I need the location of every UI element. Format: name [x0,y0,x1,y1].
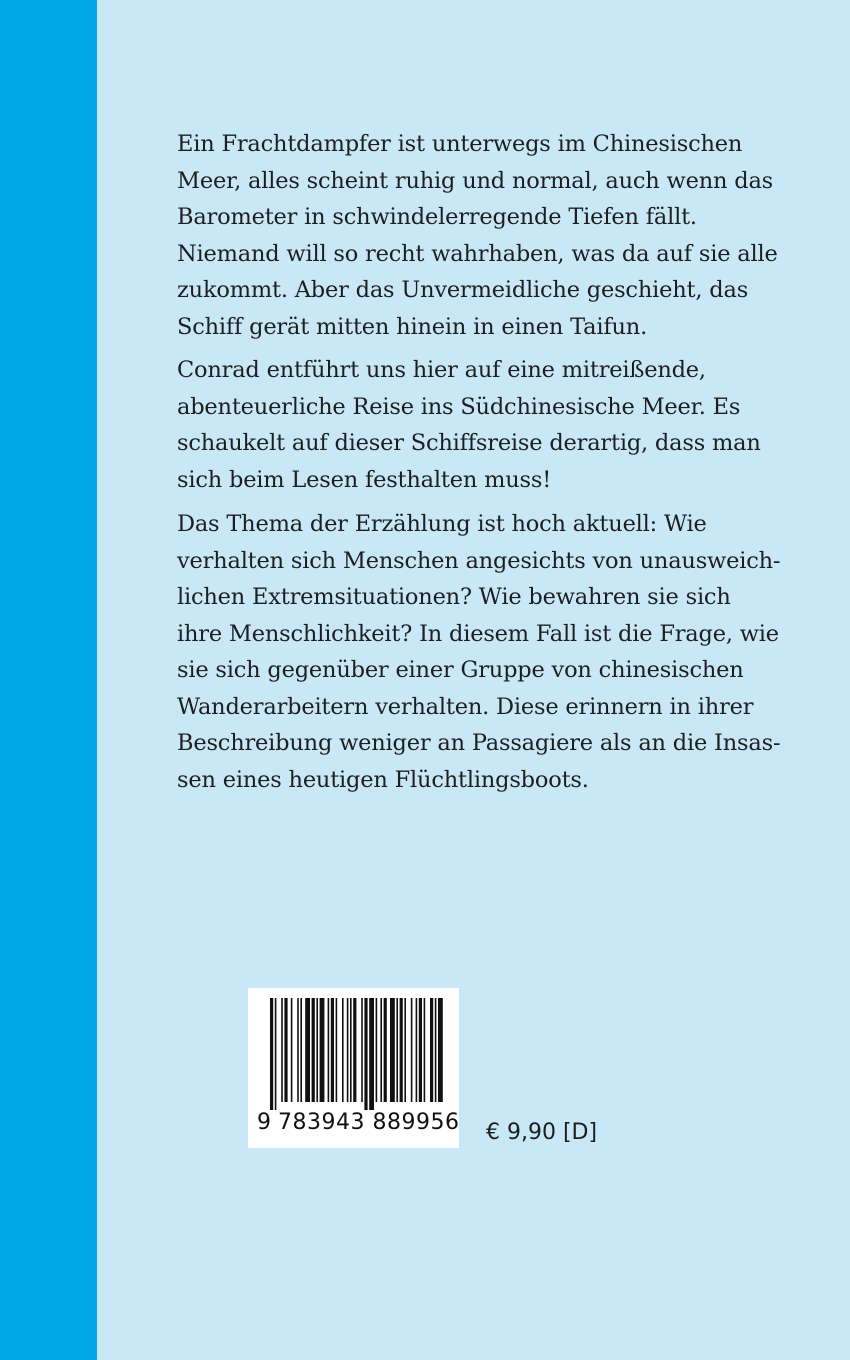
blurb-line: schaukelt auf dieser Schiffsreise derartig, dass man [177,430,761,456]
barcode-bar [316,998,318,1102]
barcode-bar [328,998,330,1102]
barcode-bar [380,998,382,1102]
barcode-bar [275,998,277,1110]
blurb-line: abenteuerliche Reise ins Südchinesische Meer. Es [177,393,741,420]
barcode-bar [364,998,367,1110]
barcode-bar [416,998,418,1102]
blurb-line: Meer, alles scheint ruhig und normal, auch wenn das [177,167,774,194]
barcode-bar [336,998,338,1102]
barcode-bar [353,998,356,1102]
blurb-paragraph-1 [177,126,778,345]
barcode-bar [390,998,395,1102]
blurb-paragraph-2 [177,352,761,498]
blurb-paragraph-3 [177,506,780,798]
barcode-bar [320,998,325,1102]
barcode-digits: 783943 889956 [278,1110,460,1135]
barcode-bar [342,998,344,1102]
blurb-line: Barometer in schwindelerregende Tiefen fällt. [177,204,697,230]
blurb-line: sen eines heutigen Flüchtlingsboots. [177,766,589,793]
blurb-line: Beschreibung weniger an Passagiere als an die Insas- [177,730,781,756]
barcode-bar [312,998,315,1102]
barcode-bar [305,998,310,1102]
barcode-bar [419,998,422,1102]
blurb-line: sie sich gegenüber einer Gruppe von chinesischen [177,657,744,683]
cover-spine-stripe [0,0,97,1360]
barcode-bar [400,998,403,1102]
isbn-barcode [248,988,459,1148]
barcode-bar [300,998,302,1102]
barcode-bar [411,998,413,1102]
barcode-bar [297,998,299,1102]
barcode-bar [424,998,426,1102]
blurb-line: zukommt. Aber das Unvermeidliche geschieht, das [177,277,749,303]
blurb-line: Niemand will so recht wahrhaben, was da auf sie alle [177,240,778,267]
barcode-bar [347,998,349,1102]
blurb-line: lichen Extremsituationen? Wie bewahren sie sich [177,584,731,610]
barcode-bar [270,998,273,1110]
barcode-bar [291,998,293,1102]
barcode-bar [396,998,398,1102]
barcode-bar [435,998,437,1102]
barcode-bar [369,998,374,1110]
blurb-line: Schiff gerät mitten hinein in einen Taifun. [177,313,648,340]
barcode-bar [284,998,287,1102]
blurb-line: ihre Menschlichkeit? In diesem Fall ist die Frage, wie [177,620,779,647]
barcode-first-digit: 9 [257,1110,271,1135]
barcode-bar [438,998,443,1102]
barcode-bar [361,998,363,1102]
barcode-bar [281,998,283,1102]
barcode-bar [350,998,352,1102]
blurb-line: Conrad entführt uns hier auf eine mitreißende, [177,357,706,383]
price-label: € 9,90 [D] [486,1120,598,1145]
barcode-bar [384,998,387,1102]
barcode-bar [331,998,334,1102]
barcode-bar [376,998,378,1102]
blurb-line: Ein Frachtdampfer ist unterwegs im Chinesischen [177,131,743,157]
barcode-bar [430,998,433,1102]
blurb-line: Wanderarbeitern verhalten. Diese erinnern in ihrer [177,693,754,720]
blurb-line: sich beim Lesen festhalten muss! [177,466,552,493]
blurb-line: Das Thema der Erzählung ist hoch aktuell: Wie [177,511,707,537]
blurb-line: verhalten sich Menschen angesichts von unausweich- [177,547,781,574]
barcode-bar [404,998,406,1102]
